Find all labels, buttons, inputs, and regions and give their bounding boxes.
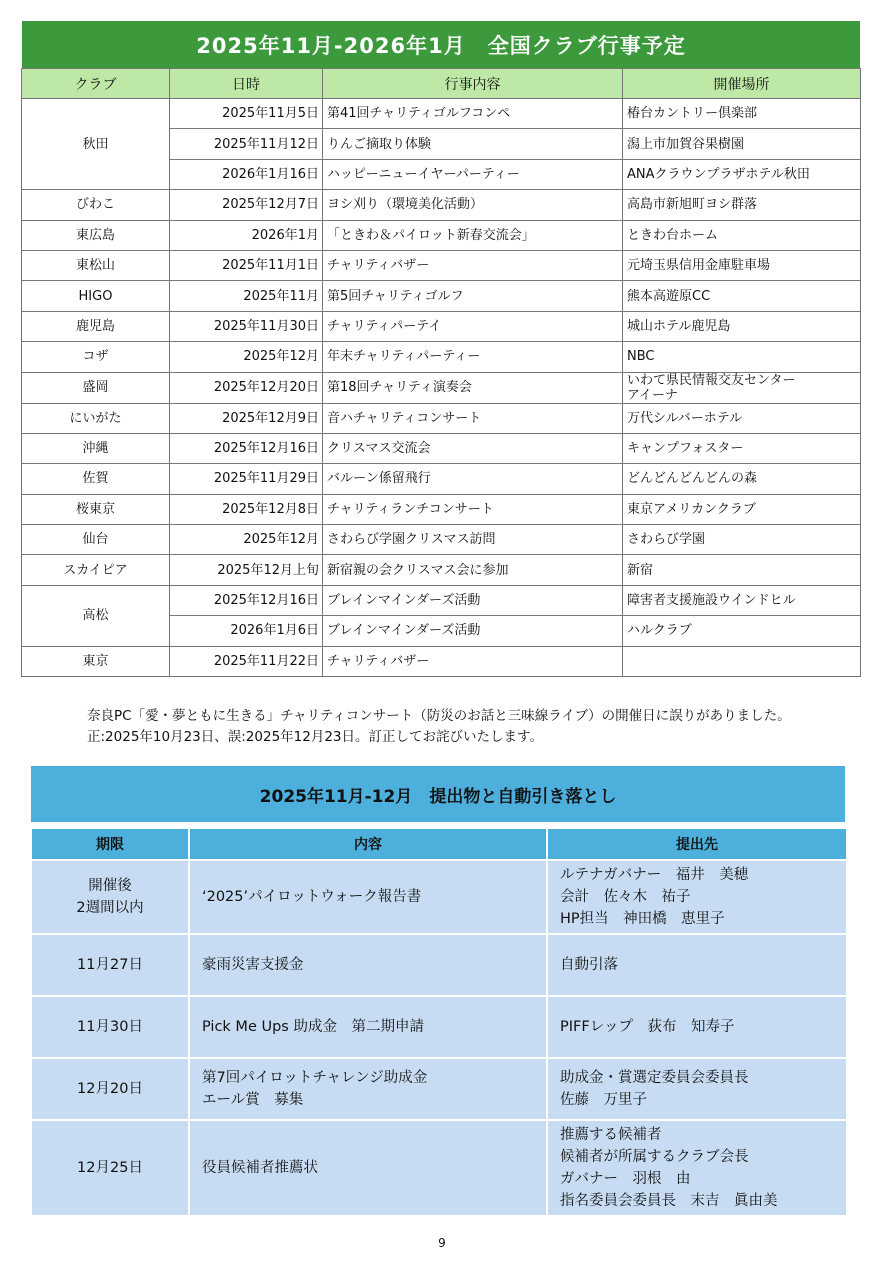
club-cell: コザ: [22, 342, 170, 372]
recipient-line: 推薦する候補者: [560, 1127, 662, 1143]
deadline-cell: [32, 861, 188, 933]
date-cell: 2025年11月: [170, 281, 323, 311]
schedule-row: [22, 99, 861, 129]
schedule-row: [22, 250, 861, 280]
club-cell: 東松山: [22, 250, 170, 280]
venue-line: さわらび学園: [627, 532, 706, 548]
schedule-row: [22, 555, 861, 585]
venue-line: 高島市新旭町ヨシ群落: [627, 197, 758, 213]
date-cell: 2025年12月16日: [170, 585, 323, 615]
schedule-row: [22, 464, 861, 494]
recipient-line: HP担当 神田橋 恵里子: [560, 911, 725, 927]
submission-row: [32, 1121, 846, 1215]
header-recipient: 提出先: [548, 829, 846, 859]
schedule-row: [22, 494, 861, 524]
club-cell: 東広島: [22, 220, 170, 250]
schedule-row: [22, 342, 861, 372]
deadline-line: 11月30日: [77, 1019, 143, 1035]
venue-cell: [623, 464, 861, 494]
event-cell: 新宿親の会クリスマス会に参加: [323, 555, 623, 585]
venue-line: 東京アメリカンクラブ: [627, 501, 756, 517]
venue-cell: [623, 646, 861, 676]
deadline-line: 2週間以内: [76, 900, 144, 916]
submissions-title: 2025年11月-12月 提出物と自動引き落とし: [31, 766, 845, 822]
date-cell: 2025年12月: [170, 525, 323, 555]
date-cell: 2025年11月29日: [170, 464, 323, 494]
date-cell: 2025年11月22日: [170, 646, 323, 676]
correction-note: [87, 706, 867, 748]
content-cell: [190, 1059, 546, 1119]
club-cell: びわこ: [22, 190, 170, 220]
venue-cell: [623, 555, 861, 585]
venue-line: 新宿: [627, 562, 654, 578]
venue-line: アイーナ: [627, 387, 678, 403]
schedule-row: [22, 220, 861, 250]
deadline-line: 12月20日: [77, 1081, 143, 1097]
header-deadline: 期限: [32, 829, 188, 859]
venue-line: ときわ台ホーム: [627, 227, 719, 243]
event-cell: チャリティバザー: [323, 250, 623, 280]
venue-cell: [623, 342, 861, 372]
recipient-line: PIFFレップ 荻布 知寿子: [560, 1019, 735, 1035]
schedule-row: [22, 311, 861, 341]
submission-row: [32, 1059, 846, 1119]
club-cell: 盛岡: [22, 372, 170, 403]
deadline-cell: [32, 997, 188, 1057]
event-cell: 年末チャリティパーティー: [323, 342, 623, 372]
venue-cell: [623, 494, 861, 524]
page-number: 9: [438, 1236, 446, 1250]
schedule-row: [22, 433, 861, 463]
recipient-cell: [548, 935, 846, 995]
venue-cell: [623, 190, 861, 220]
submission-row: [32, 861, 846, 933]
recipient-cell: [548, 1059, 846, 1119]
content-line: 豪雨災害支援金: [202, 957, 304, 973]
deadline-line: 12月25日: [77, 1160, 143, 1176]
deadline-cell: [32, 935, 188, 995]
deadline-line: 11月27日: [77, 957, 143, 973]
header-content: 内容: [190, 829, 546, 859]
event-cell: 第18回チャリティ演奏会: [323, 372, 623, 403]
header-club: クラブ: [22, 69, 170, 99]
schedule-row: [22, 403, 861, 433]
header-venue: 開催場所: [623, 69, 861, 99]
schedule-table: [21, 68, 861, 677]
deadline-cell: [32, 1121, 188, 1215]
deadline-cell: [32, 1059, 188, 1119]
venue-cell: [623, 129, 861, 159]
date-cell: 2025年12月8日: [170, 494, 323, 524]
venue-line: ANAクラウンプラザホテル秋田: [627, 166, 810, 182]
note-line-1: 奈良PC「愛・夢ともに生きる」チャリティコンサート（防災のお話と三味線ライブ）の開催日に誤りがありました。: [87, 708, 791, 724]
club-cell: 沖縄: [22, 433, 170, 463]
recipient-cell: [548, 997, 846, 1057]
schedule-row: [22, 372, 861, 403]
venue-line: いわて県民情報交友センター: [627, 372, 796, 388]
schedule-row: [22, 525, 861, 555]
club-cell: 佐賀: [22, 464, 170, 494]
event-cell: チャリティパーテイ: [323, 311, 623, 341]
event-cell: クリスマス交流会: [323, 433, 623, 463]
venue-line: NBC: [627, 349, 655, 365]
event-cell: ハッピーニューイヤーパーティー: [323, 159, 623, 189]
recipient-line: 指名委員会委員長 末吉 眞由美: [560, 1193, 778, 1209]
note-line-2: 正:2025年10月23日、誤:2025年12月23日。訂正してお詫びいたします。: [87, 729, 543, 745]
venue-line: 椿台カントリー倶楽部: [627, 106, 758, 122]
date-cell: 2025年12月20日: [170, 372, 323, 403]
venue-cell: [623, 281, 861, 311]
recipient-line: 会計 佐々木 祐子: [560, 889, 691, 905]
date-cell: 2026年1月6日: [170, 616, 323, 646]
content-line: Pick Me Ups 助成金 第二期申請: [202, 1019, 424, 1035]
venue-cell: [623, 311, 861, 341]
venue-line: 障害者支援施設ウインドヒル: [627, 593, 796, 609]
event-cell: 第41回チャリティゴルフコンペ: [323, 99, 623, 129]
event-cell: チャリティランチコンサート: [323, 494, 623, 524]
venue-cell: [623, 616, 861, 646]
content-line: ‘2025’パイロットウォーク報告書: [202, 889, 422, 905]
header-date: 日時: [170, 69, 323, 99]
club-cell: 秋田: [22, 99, 170, 190]
event-cell: バルーン係留飛行: [323, 464, 623, 494]
deadline-line: 開催後: [88, 878, 132, 894]
submissions-table: [30, 827, 848, 1217]
event-cell: チャリティバザー: [323, 646, 623, 676]
venue-cell: [623, 159, 861, 189]
venue-cell: [623, 250, 861, 280]
date-cell: 2025年11月12日: [170, 129, 323, 159]
recipient-line: 自動引落: [560, 957, 618, 973]
venue-line: 熊本高遊原CC: [627, 288, 711, 304]
schedule-row: [22, 646, 861, 676]
event-cell: さわらび学園クリスマス訪問: [323, 525, 623, 555]
submission-row: [32, 935, 846, 995]
date-cell: 2026年1月16日: [170, 159, 323, 189]
event-cell: 「ときわ＆パイロット新春交流会」: [323, 220, 623, 250]
venue-line: 万代シルバーホテル: [627, 410, 743, 426]
content-line: 役員候補者推薦状: [202, 1160, 318, 1176]
date-cell: 2025年12月: [170, 342, 323, 372]
venue-cell: [623, 372, 861, 403]
venue-line: ハルクラブ: [627, 623, 692, 639]
content-line: 第7回パイロットチャレンジ助成金: [202, 1070, 428, 1086]
event-cell: ヨシ刈り（環境美化活動）: [323, 190, 623, 220]
content-cell: [190, 861, 546, 933]
recipient-cell: [548, 861, 846, 933]
club-cell: 桜東京: [22, 494, 170, 524]
event-cell: ブレインマインダーズ活動: [323, 616, 623, 646]
date-cell: 2025年12月16日: [170, 433, 323, 463]
venue-cell: [623, 525, 861, 555]
club-cell: 高松: [22, 585, 170, 646]
recipient-cell: [548, 1121, 846, 1215]
venue-line: 城山ホテル鹿児島: [627, 318, 731, 334]
recipient-line: 佐藤 万里子: [560, 1092, 647, 1108]
date-cell: 2025年11月1日: [170, 250, 323, 280]
club-cell: スカイピア: [22, 555, 170, 585]
schedule-row: [22, 281, 861, 311]
date-cell: 2025年12月9日: [170, 403, 323, 433]
venue-line: 潟上市加賀谷果樹園: [627, 136, 745, 152]
content-cell: [190, 1121, 546, 1215]
club-cell: HIGO: [22, 281, 170, 311]
submissions-header-row: [32, 829, 846, 859]
header-event: 行事内容: [323, 69, 623, 99]
venue-cell: [623, 220, 861, 250]
event-cell: りんご摘取り体験: [323, 129, 623, 159]
date-cell: 2025年11月5日: [170, 99, 323, 129]
recipient-line: ガバナー 羽根 由: [560, 1171, 691, 1187]
date-cell: 2025年12月上旬: [170, 555, 323, 585]
club-cell: 東京: [22, 646, 170, 676]
venue-line: キャンプフォスター: [627, 441, 744, 457]
venue-line: 元埼玉県信用金庫駐車場: [627, 258, 771, 274]
content-cell: [190, 997, 546, 1057]
date-cell: 2026年1月: [170, 220, 323, 250]
schedule-title: 2025年11月-2026年1月 全国クラブ行事予定: [22, 21, 860, 68]
schedule-row: [22, 585, 861, 615]
club-cell: にいがた: [22, 403, 170, 433]
club-cell: 仙台: [22, 525, 170, 555]
date-cell: 2025年11月30日: [170, 311, 323, 341]
venue-cell: [623, 99, 861, 129]
recipient-line: ルテナガバナー 福井 美穂: [560, 867, 749, 883]
content-line: エール賞 募集: [202, 1092, 304, 1108]
venue-cell: [623, 403, 861, 433]
schedule-header-row: [22, 69, 861, 99]
venue-cell: [623, 585, 861, 615]
venue-cell: [623, 433, 861, 463]
content-cell: [190, 935, 546, 995]
date-cell: 2025年12月7日: [170, 190, 323, 220]
recipient-line: 候補者が所属するクラブ会長: [560, 1149, 749, 1165]
submission-row: [32, 997, 846, 1057]
event-cell: 第5回チャリティゴルフ: [323, 281, 623, 311]
venue-line: どんどんどんどんの森: [627, 471, 758, 487]
schedule-row: [22, 190, 861, 220]
club-cell: 鹿児島: [22, 311, 170, 341]
event-cell: 音ハチャリティコンサート: [323, 403, 623, 433]
recipient-line: 助成金・賞選定委員会委員長: [560, 1070, 749, 1086]
event-cell: ブレインマインダーズ活動: [323, 585, 623, 615]
